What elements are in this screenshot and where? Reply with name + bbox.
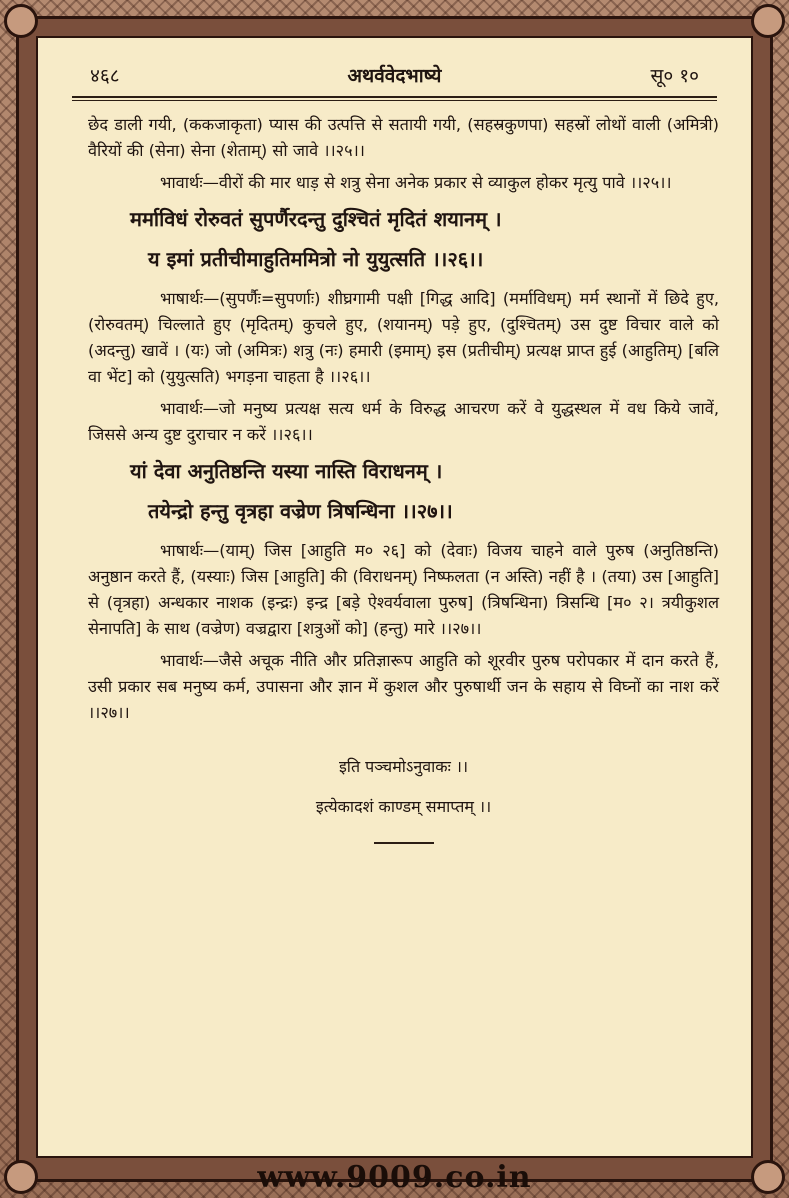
paragraph-meaning-25: छेद डाली गयी, (ककजाकृता) प्यास की उत्पत्ति से सतायी गयी, (सहस्रकुणपा) सहस्रों लोथों वाली (अमित्री) वैरियों की (सेना) सेना (शेताम्) सो जावे ।।२५।। bbox=[88, 115, 719, 160]
sutra-number: सू० १० bbox=[650, 65, 699, 87]
page bbox=[36, 36, 753, 1158]
mantra-27-line-1: यां देवा अनुतिष्ठन्ति यस्या नास्ति विराधनम् । bbox=[130, 459, 443, 483]
page-header bbox=[88, 48, 701, 87]
mantra-27-line-2: तयेन्द्रो हन्तु वृत्रहा वज्रेण त्रिषन्धिना ।।२७।। bbox=[148, 499, 453, 523]
website-watermark: www.9009.co.in bbox=[257, 1160, 532, 1195]
paragraph-bhasharth-26: भाषार्थः—(सुपर्णैः=सुपर्णाः) शीघ्रगामी पक्षी [गिद्ध आदि] (मर्माविधम्) मर्म स्थानों में छिदे हुए, (रोरुवतम्) चिल्लाते हुए (मृदितम्) कुचले हुए, (शयानम्) पड़े हुए, (दुश्चितम्) उस दुष्ट विचार वाले को (अदन्तु) खावें । (यः) जो (अमित्रः) शत्रु (नः) हमारी (इमाम्) इस (प्रतीचीम्) प्रत्यक्ष प्राप्त हुई (आहुतिम्) [बलि वा भेंट] को (युयुत्सति) भगड़ना चाहता है ।।२६।। bbox=[88, 289, 719, 386]
paragraph-bhavartha-26: भावार्थः—जो मनुष्य प्रत्यक्ष सत्य धर्म के विरुद्ध आचरण करें वे युद्धस्थल में वध किये जावें, जिससे अन्य दुष्ट दुराचार न करें ।।२६।। bbox=[88, 399, 719, 444]
corner-ornament-icon bbox=[751, 4, 785, 38]
kanda-end: इत्येकादशं काण्डम् समाप्तम् ।। bbox=[315, 797, 492, 816]
paragraph-bhavartha-27: भावार्थः—जैसे अचूक नीति और प्रतिज्ञारूप आहुति को शूरवीर पुरुष परोपकार में दान करते हैं, उसी प्रकार सब मनुष्य कर्म, उपासना और ज्ञान में कुशल और पुरुषार्थी जन के सहाय से विघ्नों का नाश करें ।।२७।। bbox=[88, 651, 719, 722]
page-body bbox=[88, 112, 719, 844]
anuvaka-end: इति पञ्चमोऽनुवाकः ।। bbox=[338, 757, 469, 776]
page-number: ४६८ bbox=[90, 65, 120, 87]
header-rule-thin bbox=[72, 100, 717, 101]
mantra-26-line-2: य इमां प्रतीचीमाहुतिममित्रो नो युयुत्सति ।।२६।। bbox=[148, 247, 484, 271]
end-rule bbox=[374, 842, 434, 844]
paragraph-bhasharth-27: भाषार्थः—(याम्) जिस [आहुति म० २६] को (देवाः) विजय चाहने वाले पुरुष (अनुतिष्ठन्ति) अनुष्ठान करते हैं, (यस्याः) जिस [आहुति] की (विराधनम्) निष्फलता (न अस्ति) नहीं है । (तया) उस [आहुति] से (वृत्रहा) अन्धकार नाशक (इन्द्रः) इन्द्र [बड़े ऐश्वर्यवाला पुरुष] (त्रिषन्धिना) त्रिसन्धि [म० २। त्रयीकुशल सेनापति] के साथ (वज्रेण) वज्रद्वारा [शत्रुओं को] (हन्तु) मारे ।।२७।। bbox=[88, 541, 719, 638]
corner-ornament-icon bbox=[4, 4, 38, 38]
paragraph-bhavartha-25: भावार्थः—वीरों की मार धाड़ से शत्रु सेना अनेक प्रकार से व्याकुल होकर मृत्यु पावे ।।२५।। bbox=[160, 173, 672, 192]
header-rule bbox=[72, 96, 717, 98]
mantra-26-line-1: मर्माविधं रोरुवतं सुपर्णैरदन्तु दुश्चितं मृदितं शयानम् । bbox=[130, 207, 502, 231]
page-title: अथर्ववेदभाष्ये bbox=[347, 65, 442, 87]
